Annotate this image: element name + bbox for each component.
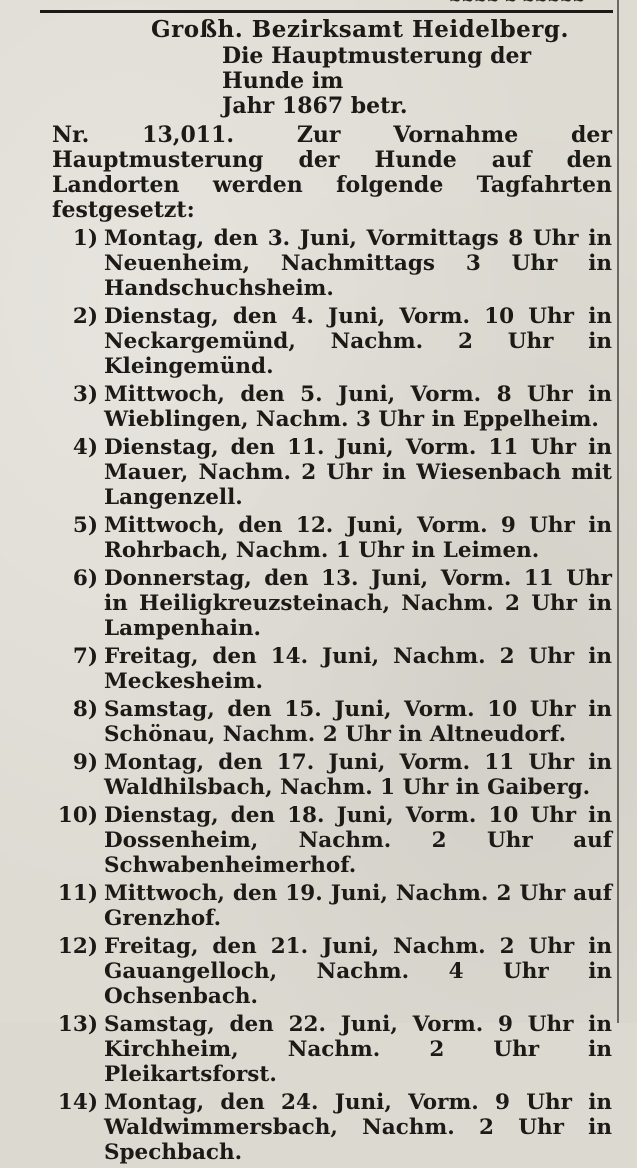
item-number: 5): [72, 513, 98, 538]
item-text: Freitag, den 21. Juni, Nachm. 2 Uhr in Gauangelloch, Nachm. 4 Uhr in Ochsenbach.: [104, 934, 612, 1009]
list-item: [52, 513, 612, 563]
item-text: Samstag, den 15. Juni, Vorm. 10 Uhr in Schönau, Nachm. 2 Uhr in Altneudorf.: [104, 697, 612, 747]
list-item: [52, 934, 612, 1009]
subject-line-1: Die Hauptmusterung der Hunde im: [222, 43, 532, 94]
subject-line-2: Jahr 1867 betr.: [222, 93, 408, 119]
list-item: [52, 1090, 612, 1165]
list-item: [52, 382, 612, 432]
list-item: [52, 435, 612, 510]
intro-text: Zur Vornahme der Hauptmusterung der Hunde auf den Landorten werden folgende Tagfahrten festgesetzt:: [52, 122, 612, 223]
item-number: 2): [72, 304, 98, 329]
list-item: [52, 644, 612, 694]
item-number: 8): [72, 697, 98, 722]
item-text: Samstag, den 22. Juni, Vorm. 9 Uhr in Kirchheim, Nachm. 2 Uhr in Pleikartsforst.: [104, 1012, 612, 1087]
item-text: Dienstag, den 4. Juni, Vorm. 10 Uhr in Neckargemünd, Nachm. 2 Uhr in Kleingemünd.: [104, 304, 612, 379]
column-edge-line: [617, 0, 619, 1023]
appointment-list: [52, 226, 612, 1165]
list-item: [52, 304, 612, 379]
item-number: 6): [72, 566, 98, 591]
reference-number: Nr. 13,011.: [52, 122, 235, 148]
item-number: 13): [57, 1012, 98, 1037]
issuing-office: Großh. Bezirksamt Heidelberg.: [150, 16, 570, 43]
item-text: Mittwoch, den 12. Juni, Vorm. 9 Uhr in Rohrbach, Nachm. 1 Uhr in Leimen.: [104, 513, 612, 563]
item-text: Freitag, den 14. Juni, Nachm. 2 Uhr in Meckesheim.: [104, 644, 612, 694]
item-text: Dienstag, den 18. Juni, Vorm. 10 Uhr in Dossenheim, Nachm. 2 Uhr auf Schwabenheimerhof.: [104, 803, 612, 878]
list-item: [52, 750, 612, 800]
item-number: 1): [72, 226, 98, 251]
list-item: [52, 697, 612, 747]
notice-intro: [52, 123, 612, 223]
item-text: Montag, den 17. Juni, Vorm. 11 Uhr in Waldhilsbach, Nachm. 1 Uhr in Gaiberg.: [104, 750, 612, 800]
list-item: [52, 1012, 612, 1087]
item-number: 9): [72, 750, 98, 775]
item-text: Montag, den 3. Juni, Vormittags 8 Uhr in Neuenheim, Nachmittags 3 Uhr in Handschuchsheim.: [104, 226, 612, 301]
item-number: 4): [72, 435, 98, 460]
list-item: [52, 566, 612, 641]
item-text: Mittwoch, den 5. Juni, Vorm. 8 Uhr in Wieblingen, Nachm. 3 Uhr in Eppelheim.: [104, 382, 612, 432]
item-text: Donnerstag, den 13. Juni, Vorm. 11 Uhr in Heiligkreuzsteinach, Nachm. 2 Uhr in Lampenhain.: [104, 566, 612, 641]
item-number: 12): [57, 934, 98, 959]
notice-subject: [52, 44, 612, 119]
item-number: 11): [57, 881, 98, 906]
item-number: 14): [57, 1090, 98, 1115]
item-text: Dienstag, den 11. Juni, Vorm. 11 Uhr in Mauer, Nachm. 2 Uhr in Wiesenbach mit Langenzell.: [104, 435, 612, 510]
item-number: 7): [72, 644, 98, 669]
item-text: Mittwoch, den 19. Juni, Nachm. 2 Uhr auf Grenzhof.: [104, 881, 612, 931]
list-item: [52, 803, 612, 878]
item-text: Montag, den 24. Juni, Vorm. 9 Uhr in Waldwimmersbach, Nachm. 2 Uhr in Spechbach.: [104, 1090, 612, 1165]
top-rule: [40, 10, 613, 13]
item-number: 3): [72, 382, 98, 407]
list-item: [52, 226, 612, 301]
notice-block: [52, 16, 612, 1168]
item-number: 10): [57, 803, 98, 828]
list-item: [52, 881, 612, 931]
cut-off-header-text: ~~~~ ~ ~~~~~: [448, 0, 585, 9]
